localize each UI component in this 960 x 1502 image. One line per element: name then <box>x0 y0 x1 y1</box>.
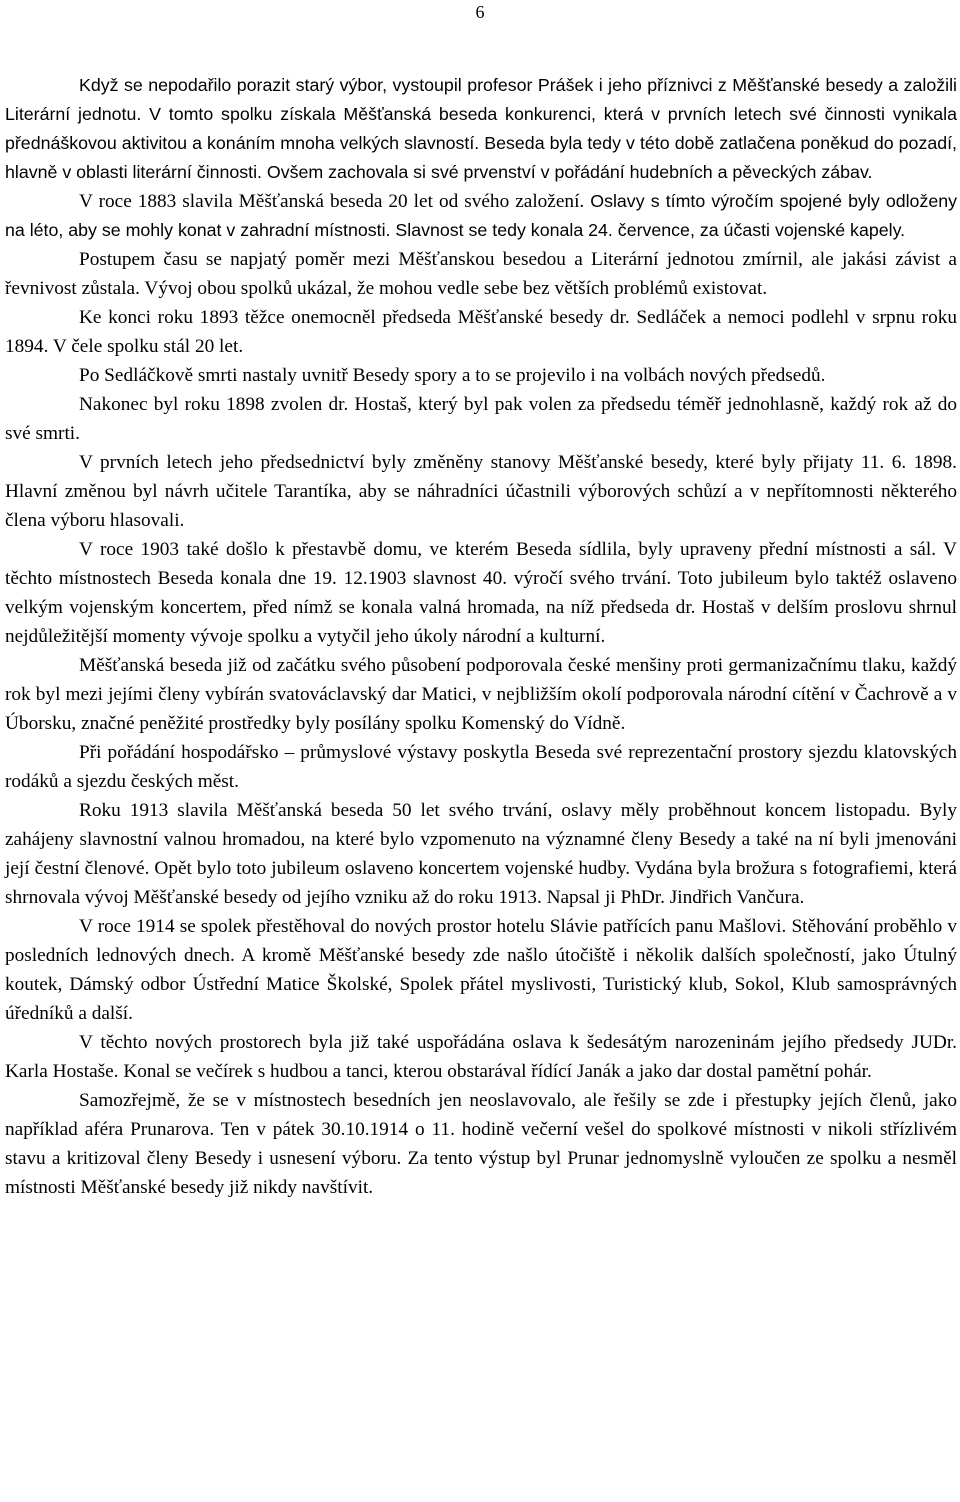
page-number: 6 <box>475 2 485 22</box>
paragraph-14: Samozřejmě, že se v místnostech besedních jen neoslavovalo, ale řešily se zde i přestupky jejích členů, jako například aféra Prunarova. Ten v pátek 30.10.1914 o 11. hodině večerní vešel do spolkové místnosti v nikoli střízlivém stavu a kritizoval členy Besedy i usnesení výboru. Za tento výstup byl Prunar jednomyslně vyloučen ze spolku a nesměl místnosti Měšťanské besedy již nikdy navštívit. <box>5 1090 957 1198</box>
document-body <box>5 71 957 1202</box>
paragraph-2 <box>5 187 957 245</box>
paragraph-5: Po Sedláčkově smrti nastaly uvnitř Besedy spory a to se projevilo i na volbách nových předsedů. <box>79 365 826 386</box>
paragraph-13: V těchto nových prostorech byla již také uspořádána oslava k šedesátým narozeninám jejího předsedy JUDr. Karla Hostaše. Konal se večírek s hudbou a tanci, kterou obstarával řídící Janák a jako dar dostal pamětní pohár. <box>5 1032 957 1082</box>
paragraph-4: Ke konci roku 1893 těžce onemocněl předseda Měšťanské besedy dr. Sedláček a nemoci podlehl v srpnu roku 1894. V čele spolku stál 20 let. <box>5 307 957 357</box>
paragraph-6: Nakonec byl roku 1898 zvolen dr. Hostaš, který byl pak volen za předsedu téměř jednohlasně, každý rok až do své smrti. <box>5 394 957 444</box>
paragraph-1 <box>5 71 957 187</box>
paragraph-12: V roce 1914 se spolek přestěhoval do nových prostor hotelu Slávie patřících panu Mašlovi. Stěhování proběhlo v posledních lednových dnech. A kromě Měšťanské besedy zde našlo útočiště i několik dalších společností, jako Útulný koutek, Dámský odbor Ústřední Matice Školské, Spolek přátel myslivosti, Turistický klub, Sokol, Klub samosprávných úředníků a další. <box>5 916 957 1024</box>
paragraph-1-part-2: Beseda byla tedy v této době zatlačena poněkud do pozadí, hlavně v oblasti literární činnosti. Ovšem zachovala si své prvenství v pořádání hudebních a pěveckých zábav. <box>5 133 957 182</box>
paragraph-2-part-1: V roce 1883 slavila Měšťanská beseda 20 let od svého založení. <box>79 191 591 212</box>
paragraph-11: Roku 1913 slavila Měšťanská beseda 50 let svého trvání, oslavy měly proběhnout koncem listopadu. Byly zahájeny slavnostní valnou hromadou, na které bylo vzpomenuto na významné členy Besedy a také na ní byli jmenováni její čestní členové. Opět bylo toto jubileum oslaveno koncertem vojenské hudby. Vydána byla brožura s fotografiemi, která shrnovala vývoj Měšťanské besedy od jejího vzniku až do roku 1913. Napsal ji PhDr. Jindřich Vančura. <box>5 800 957 908</box>
paragraph-7: V prvních letech jeho předsednictví byly změněny stanovy Měšťanské besedy, které byly přijaty 11. 6. 1898. Hlavní změnou byl návrh učitele Tarantíka, aby se náhradníci účastnili výborových schůzí a v nepřítomnosti některého člena výboru hlasovali. <box>5 452 957 531</box>
paragraph-1-part-1: Když se nepodařilo porazit starý výbor, vystoupil profesor Prášek i jeho příznivci z Měšťanské besedy a založili Literární jednotu. V tomto spolku získala Měšťanská beseda konkurenci, která v prvních letech své činnosti vynikala přednáškovou aktivitou a konáním mnoha velkých slavností. <box>5 75 957 153</box>
paragraph-10: Při pořádání hospodářsko – průmyslové výstavy poskytla Beseda své reprezentační prostory sjezdu klatovských rodáků a sjezdu českých měst. <box>5 742 957 792</box>
paragraph-9: Měšťanská beseda již od začátku svého působení podporovala české menšiny proti germanizačnímu tlaku, každý rok byl mezi jejími členy vybírán svatováclavský dar Matici, v nejbližším okolí podporovala národní cítění v Čachrově a v Úborsku, značné peněžité prostředky byly posílány spolku Komenský do Vídně. <box>5 655 957 734</box>
paragraph-8: V roce 1903 také došlo k přestavbě domu, ve kterém Beseda sídlila, byly upraveny přední místnosti a sál. V těchto místnostech Beseda konala dne 19. 12.1903 slavnost 40. výročí svého trvání. Toto jubileum bylo taktéž oslaveno velkým vojenským koncertem, před nímž se konala valná hromada, na níž předseda dr. Hostaš v delším proslovu shrnul nejdůležitější momenty vývoje spolku a vytyčil jeho úkoly národní a kulturní. <box>5 539 957 647</box>
paragraph-2-part-2: Oslavy s tímto výročím spojené byly odloženy na léto, aby se mohly konat v zahradní místnosti. Slavnost se tedy konala 24. července, za účasti vojenské kapely. <box>5 191 958 240</box>
paragraph-3: Postupem času se napjatý poměr mezi Měšťanskou besedou a Literární jednotou zmírnil, ale jakási závist a řevnivost zůstala. Vývoj obou spolků ukázal, že mohou vedle sebe bez větších problémů existovat. <box>5 249 957 299</box>
